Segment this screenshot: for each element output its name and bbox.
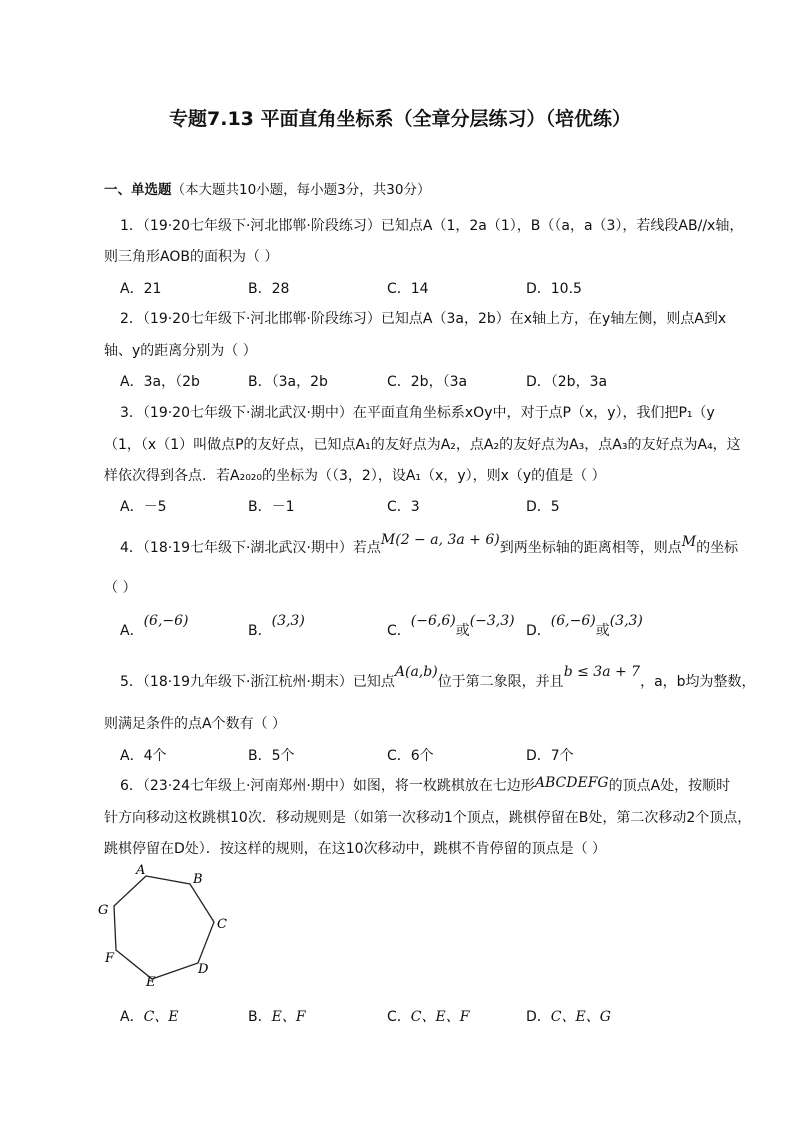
- q5-option-d: D．7个: [526, 748, 574, 764]
- q4-point-m-expr: M(2 − a, 3a + 6): [380, 532, 500, 548]
- section-header: [104, 178, 430, 198]
- q4-line2: （ ）: [104, 580, 137, 596]
- q1-option-a: A．21: [120, 281, 162, 297]
- vertex-label-c: C: [217, 917, 227, 932]
- section-name: 一、单选题: [104, 182, 172, 198]
- q5-line1: [120, 664, 756, 692]
- q6-text-b: 的顶点A处，按顺时: [608, 778, 731, 794]
- q2-option-c: C．2b，（3a: [387, 374, 468, 390]
- q4-option-c-value1: (−6,6): [410, 613, 456, 629]
- q1-option-c: C．14: [387, 281, 429, 297]
- q4-option-d-value1: (6,−6): [550, 613, 596, 629]
- q6-text-a: 6．（23·24七年级上·河南郑州·期中）如图，将一枚跳棋放在七边形: [120, 778, 535, 794]
- vertex-label-b: B: [193, 872, 203, 887]
- q3-option-c: C．3: [387, 499, 420, 515]
- q1-option-b: B．28: [248, 281, 290, 297]
- q2-option-b: B．（3a，2b: [248, 374, 328, 390]
- q6-polygon-name: ABCDEFG: [534, 775, 609, 791]
- vertex-label-e: E: [146, 975, 156, 987]
- vertex-label-d: D: [198, 962, 209, 977]
- page-title: 专题7.13 平面直角坐标系（全章分层练习）（培优练）: [169, 108, 631, 130]
- q1-line1: 1．（19·20七年级下·河北邯郸·阶段练习）已知点A（1，2a（1），B（（a，a（3），若线段AB//x轴，: [120, 218, 744, 234]
- q3-line3: 样依次得到各点．若A₂₀₂₀的坐标为（（3，2），设A₁（x，y），则x（y的值是（ ）: [104, 468, 606, 484]
- q6-line3: 跳棋停留在D处）．按这样的规则，在这10次移动中，跳棋不肯停留的顶点是（ ）: [104, 841, 607, 857]
- q4-option-c-value2: (−3,3): [469, 613, 515, 629]
- q1-option-d: D．10.5: [526, 281, 582, 297]
- q6-option-a-value: C、E: [143, 1009, 179, 1025]
- vertex-label-g: G: [98, 903, 109, 918]
- q6-option-c-value: C、E、F: [410, 1009, 470, 1025]
- q4-option-a-value: (6,−6): [143, 613, 189, 629]
- q5-point-a: A(a,b): [394, 664, 438, 680]
- q6-option-b: B．E、F: [248, 1009, 306, 1025]
- vertex-label-f: F: [105, 951, 115, 966]
- q3-option-d: D．5: [526, 499, 560, 515]
- q5-text-b: 位于第二象限，并且: [437, 674, 564, 690]
- q4-text-c: 的坐标: [696, 540, 739, 556]
- q6-option-d-value: C、E、G: [550, 1009, 611, 1025]
- q3-line2: （1，（x（1）叫做点P的友好点，已知点A₁的友好点为A₂，点A₂的友好点为A₃，点A₃的友好点为A₄，这: [104, 437, 741, 453]
- q6-line1: [120, 776, 730, 796]
- q2-option-a: A．3a，（2b: [120, 374, 200, 390]
- q6-option-d: D．C、E、G: [526, 1009, 611, 1025]
- section-note: （本大题共10小题，每小题3分，共30分）: [171, 182, 431, 198]
- q4-line1: [120, 532, 739, 558]
- vertex-label-a: A: [136, 863, 146, 878]
- q4-option-b: B．(3,3): [248, 613, 305, 639]
- q5-line2: 则满足条件的点A个数有（ ）: [104, 716, 287, 732]
- q3-option-b: B．－1: [248, 499, 295, 515]
- q4-option-a: A．(6,−6): [120, 613, 189, 639]
- q5-text-a: 5．（18·19九年级下·浙江杭州·期末）已知点: [120, 674, 395, 690]
- q2-line2: 轴、y的距离分别为（ ）: [104, 343, 257, 359]
- q5-option-b: B．5个: [248, 748, 295, 764]
- q4-option-c: C．(−6,6)或(−3,3): [387, 613, 515, 639]
- q3-option-a: A．－5: [120, 499, 167, 515]
- q1-line2: 则三角形AOB的面积为（ ）: [104, 249, 279, 265]
- q4-option-b-value: (3,3): [271, 613, 305, 629]
- q4-option-d-value2: (3,3): [609, 613, 643, 629]
- q4-text-b: 到两坐标轴的距离相等，则点: [499, 540, 682, 556]
- q5-inequality: b ≤ 3a + 7: [563, 664, 641, 680]
- q6-line2: 针方向移动这枚跳棋10次．移动规则是（如第一次移动1个顶点，跳棋停留在B处，第二次移动2个顶点，: [104, 810, 752, 826]
- q4-option-d: D．(6,−6)或(3,3): [526, 613, 643, 639]
- q6-option-c: C．C、E、F: [387, 1009, 470, 1025]
- q5-option-c: C．6个: [387, 748, 434, 764]
- heptagon-figure: [96, 862, 236, 987]
- q5-text-c: ，a，b均为整数，: [640, 674, 756, 690]
- q2-line1: 2．（19·20七年级下·河北邯郸·阶段练习）已知点A（3a，2b）在x轴上方，在y轴左侧，则点A到x: [120, 311, 727, 327]
- q4-point-m: M: [681, 534, 697, 550]
- q3-line1: 3．（19·20七年级下·湖北武汉·期中）在平面直角坐标系xOy中，对于点P（x，y），我们把P₁（y: [120, 405, 715, 421]
- q4-text-a: 4．（18·19七年级下·湖北武汉·期中）若点: [120, 540, 381, 556]
- q6-option-a: A．C、E: [120, 1009, 179, 1025]
- q2-option-d: D．（2b，3a: [526, 374, 608, 390]
- q5-option-a: A．4个: [120, 748, 167, 764]
- q6-option-b-value: E、F: [271, 1009, 306, 1025]
